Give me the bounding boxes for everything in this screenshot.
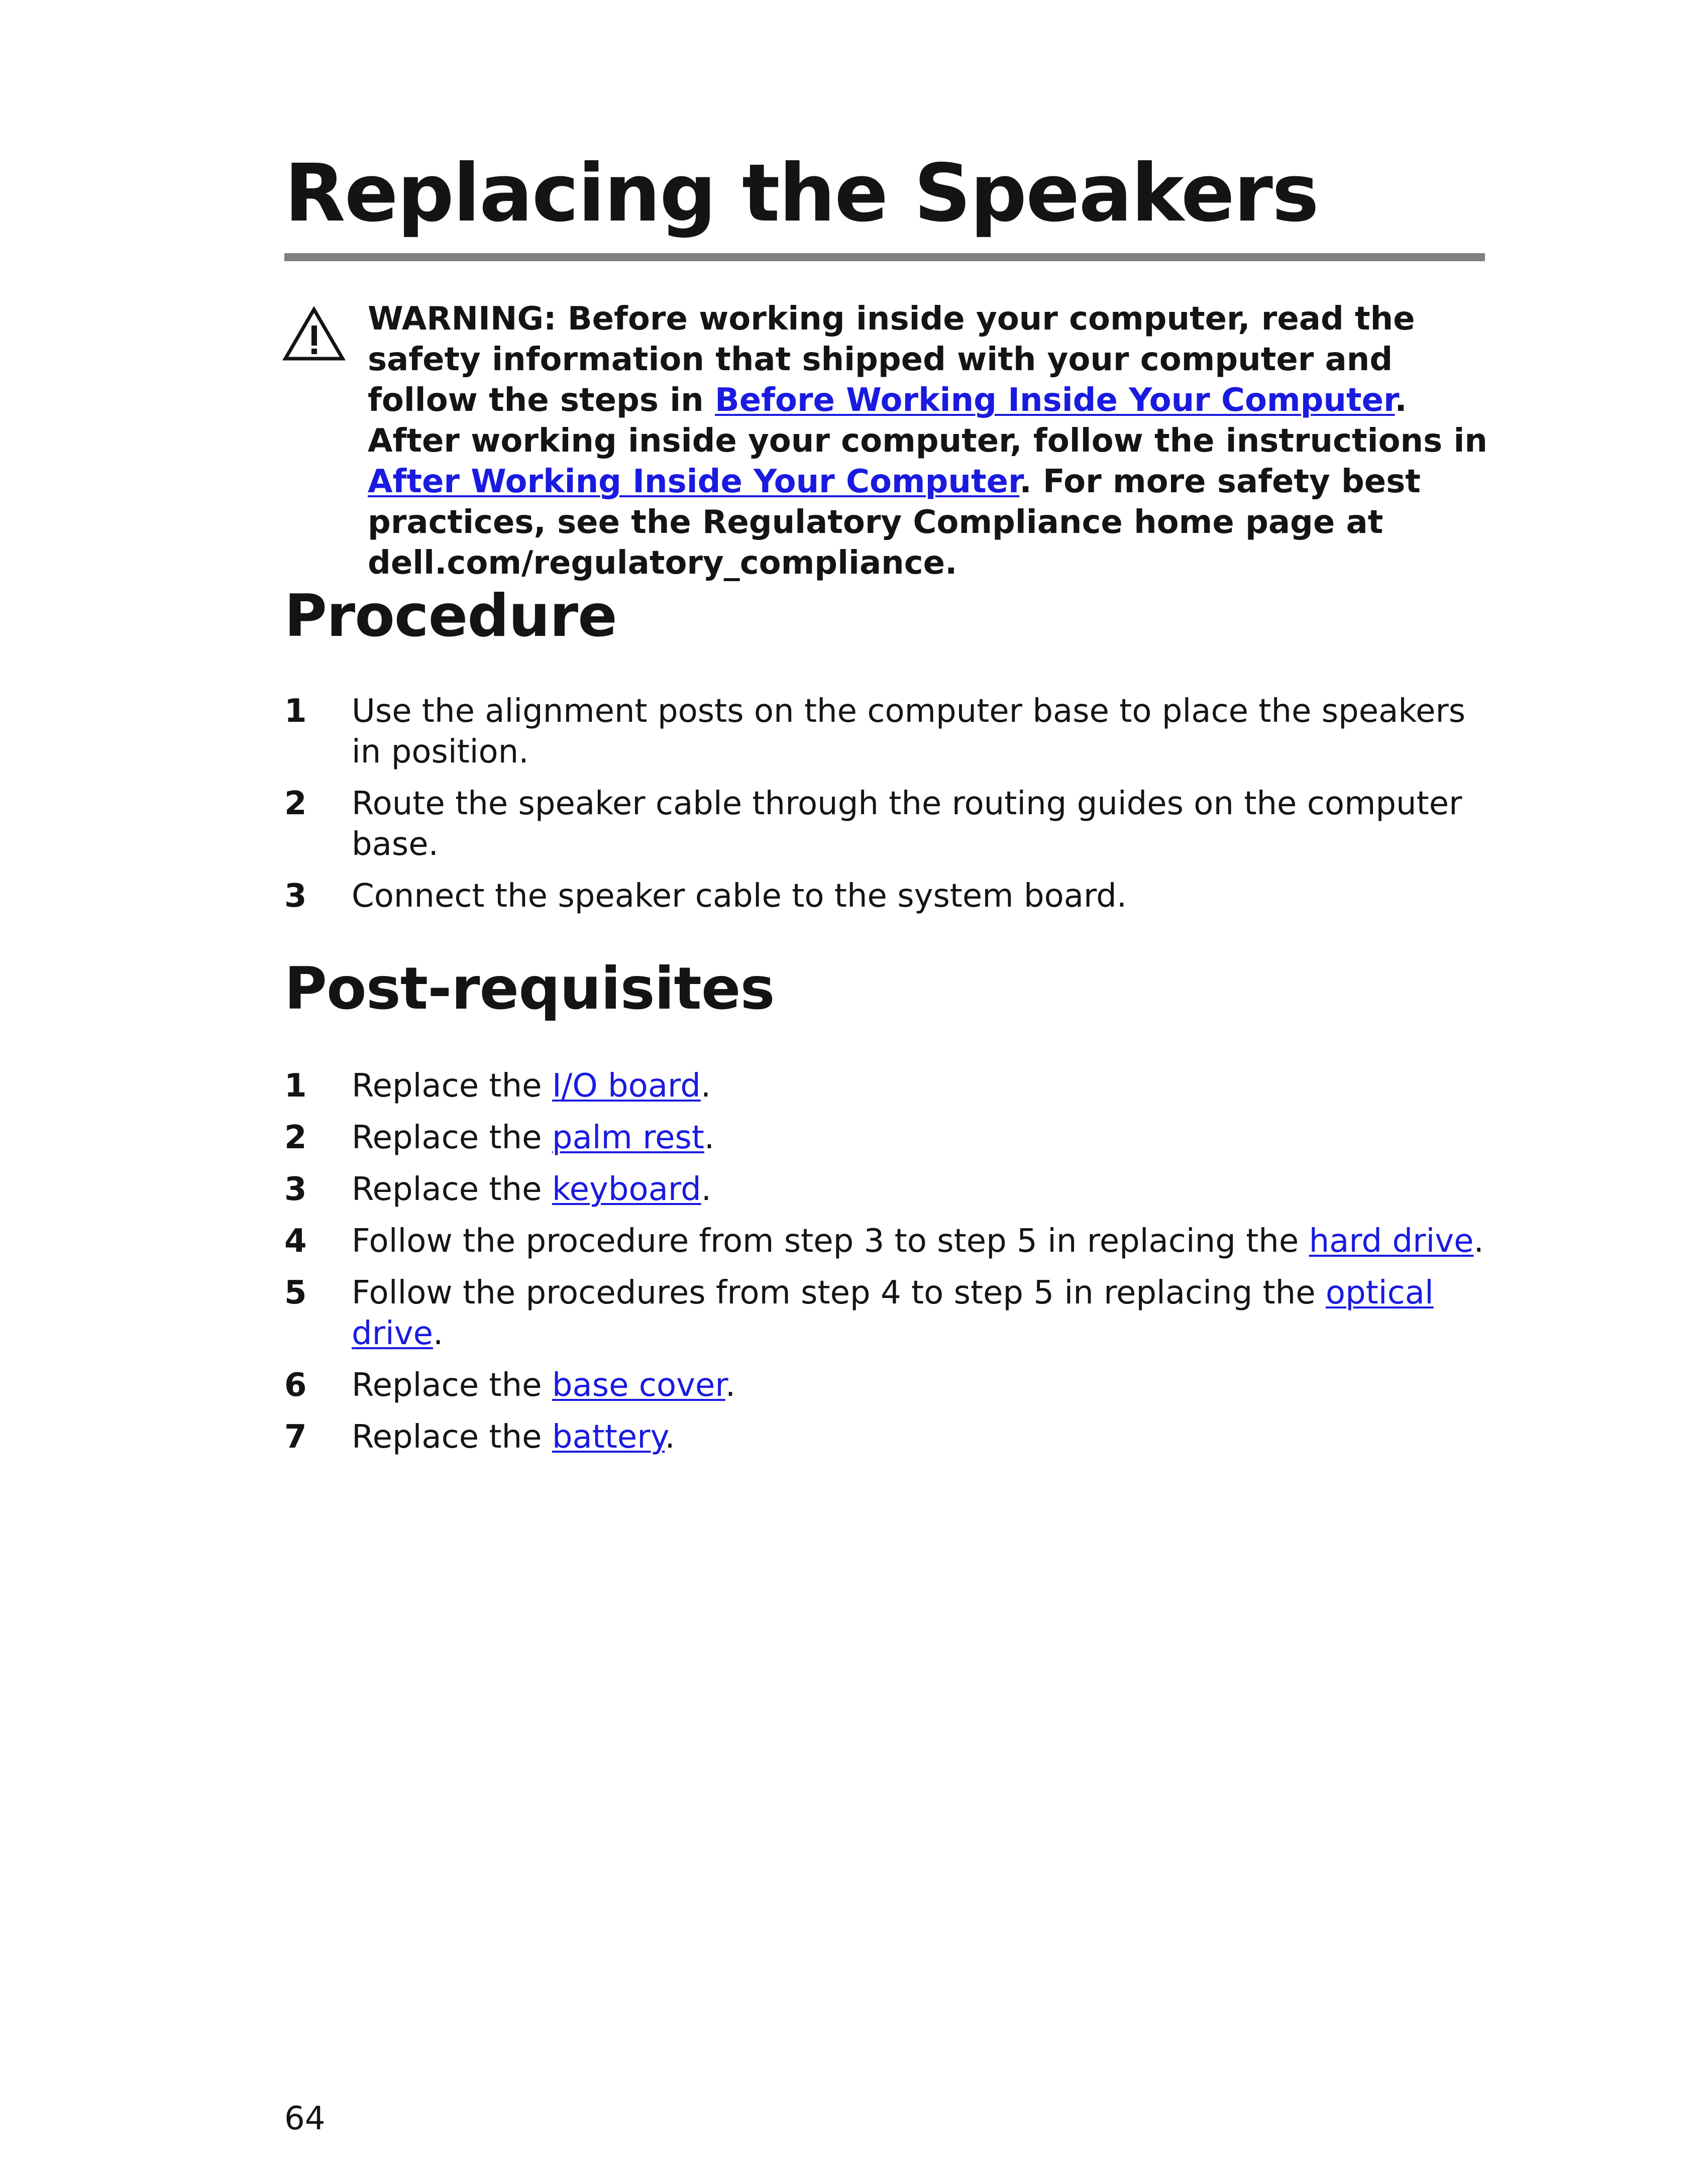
step-text [352, 1417, 1490, 1458]
procedure-heading: Procedure [284, 582, 617, 650]
step-text-after: . [1473, 1223, 1484, 1260]
title-underline-rule [284, 253, 1485, 261]
step-text [352, 1066, 1490, 1107]
postrequisites-heading: Post-requisites [284, 955, 775, 1023]
step-text: Use the alignment posts on the computer base to place the speakers in position. [352, 693, 1466, 771]
procedure-list [284, 691, 1490, 928]
step-text [352, 1273, 1490, 1354]
step-text-after: . [700, 1067, 711, 1105]
step-text: Connect the speaker cable to the system board. [352, 878, 1127, 915]
step-text-before: Replace the [352, 1171, 552, 1208]
step-text-before: Replace the [352, 1419, 552, 1456]
step-number: 6 [284, 1367, 307, 1404]
hard-drive-link[interactable]: hard drive [1309, 1223, 1474, 1260]
postrequisite-step [284, 1118, 1490, 1158]
procedure-step [284, 691, 1490, 773]
postrequisite-step [284, 1273, 1490, 1354]
warning-text-part2: . After working inside your computer, follow the instructions in [368, 382, 1487, 460]
postrequisite-step [284, 1169, 1490, 1210]
step-text-before: Replace the [352, 1119, 552, 1156]
io-board-link[interactable]: I/O board [552, 1067, 701, 1105]
keyboard-link[interactable]: keyboard [552, 1171, 701, 1208]
step-text [352, 1118, 1490, 1158]
step-number: 3 [284, 1171, 307, 1208]
step-number: 5 [284, 1274, 307, 1312]
step-text-before: Replace the [352, 1067, 552, 1105]
step-number: 1 [284, 693, 307, 730]
procedure-step [284, 784, 1490, 865]
before-working-link[interactable]: Before Working Inside Your Computer [714, 382, 1395, 419]
battery-link[interactable]: battery [552, 1419, 665, 1456]
warning-triangle-icon [282, 306, 346, 362]
postrequisite-step [284, 1365, 1490, 1406]
step-number: 7 [284, 1419, 307, 1456]
step-text [352, 1365, 1490, 1406]
step-text [352, 1169, 1490, 1210]
procedure-step [284, 876, 1490, 917]
postrequisites-list [284, 1066, 1490, 1469]
postrequisite-step [284, 1417, 1490, 1458]
step-text-before: Follow the procedure from step 3 to step 5 in replacing the [352, 1223, 1309, 1260]
step-text-after: . [665, 1419, 675, 1456]
optical-drive-link[interactable]: optical drive [352, 1274, 1434, 1352]
warning-notice [368, 299, 1498, 584]
step-number: 3 [284, 878, 307, 915]
base-cover-link[interactable]: base cover [552, 1367, 725, 1404]
step-text-after: . [701, 1171, 712, 1208]
step-number: 1 [284, 1067, 307, 1105]
step-text [352, 1221, 1490, 1262]
step-text-after: . [725, 1367, 736, 1404]
step-text-after: . [433, 1315, 444, 1352]
after-working-link[interactable]: After Working Inside Your Computer [368, 463, 1020, 500]
warning-text-part1: WARNING: Before working inside your computer, read the safety information that shipped with your computer and follow the steps in [368, 300, 1415, 419]
postrequisite-step [284, 1221, 1490, 1262]
page-title: Replacing the Speakers [284, 147, 1318, 240]
step-text-before: Replace the [352, 1367, 552, 1404]
step-number: 2 [284, 1119, 307, 1156]
step-text: Route the speaker cable through the routing guides on the computer base. [352, 785, 1462, 863]
palm-rest-link[interactable]: palm rest [552, 1119, 704, 1156]
step-text-before: Follow the procedures from step 4 to step 5 in replacing the [352, 1274, 1326, 1312]
page-number: 64 [284, 2100, 326, 2137]
step-number: 4 [284, 1223, 307, 1260]
step-number: 2 [284, 785, 307, 822]
step-text-after: . [704, 1119, 715, 1156]
postrequisite-step [284, 1066, 1490, 1107]
warning-text-part3: . For more safety best practices, see the Regulatory Compliance home page at dell.com/regulatory_compliance. [368, 463, 1421, 582]
